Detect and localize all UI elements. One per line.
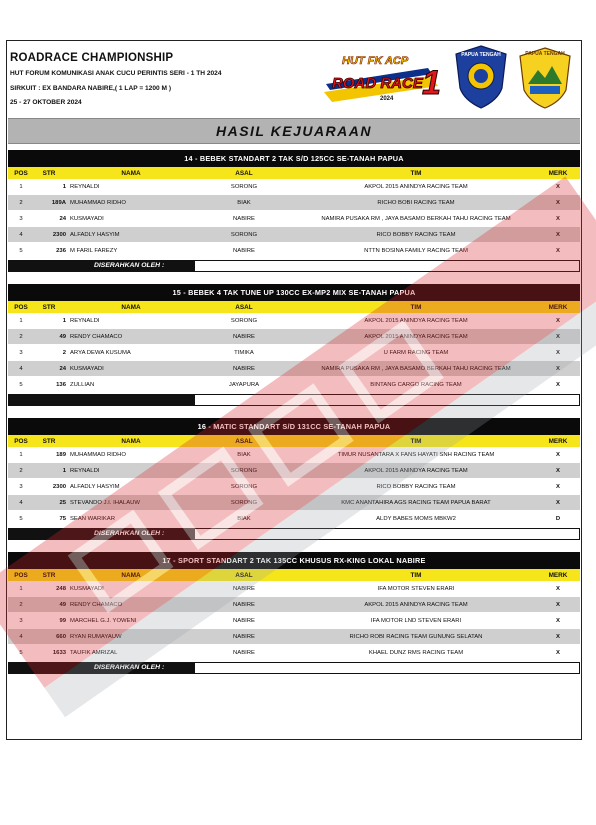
crest1-label: PAPUA TENGAH xyxy=(461,52,501,58)
race-class-section xyxy=(8,418,580,541)
handover-signature-box xyxy=(194,662,580,674)
rider-name: RENDY CHAMACO xyxy=(70,601,123,608)
column-header-row xyxy=(8,167,580,179)
result-row xyxy=(8,581,580,597)
rider-name: REYNALDI xyxy=(70,317,100,324)
origin-cell: NABIRE xyxy=(233,215,255,222)
logo-text-top: HUT FK ACP xyxy=(342,55,409,67)
col-nama: NAMA xyxy=(121,437,141,445)
handover-row xyxy=(8,259,580,273)
rider-name: M FARIL FAREZY xyxy=(70,247,118,254)
event-dates: 25 - 27 OKTOBER 2024 xyxy=(10,99,82,106)
column-header-row xyxy=(8,569,580,581)
team-cell: ALDY BABES MOMS MBKW2 xyxy=(376,515,456,522)
result-row xyxy=(8,195,580,211)
brand-cell: X xyxy=(556,199,560,206)
str-cell: 136 xyxy=(56,381,66,388)
pos-cell: 4 xyxy=(19,231,23,238)
team-cell: RICO BOBBY RACING TEAM xyxy=(376,231,456,238)
str-cell: 75 xyxy=(59,515,66,522)
brand-cell: X xyxy=(556,183,560,190)
results-banner: HASIL KEJUARAAN xyxy=(8,118,580,144)
pos-cell: 5 xyxy=(19,381,23,388)
rider-name: ZULLIAN xyxy=(70,381,95,388)
origin-cell: SORONG xyxy=(230,231,258,238)
str-cell: 189 xyxy=(56,451,66,458)
origin-cell: JAYAPURA xyxy=(228,381,260,388)
team-cell: AKPOL 2015 ANINDYA RACING TEAM xyxy=(364,183,468,190)
team-cell: AKPOL 2015 ANINDYA RACING TEAM xyxy=(364,601,468,608)
race-class-section xyxy=(8,284,580,407)
col-tim: TIM xyxy=(410,571,422,579)
team-cell: BINTANG CARGO RACING TEAM xyxy=(370,381,462,388)
brand-cell: D xyxy=(555,515,561,522)
team-cell: AKPOL 2015 ANINDYA RACING TEAM xyxy=(364,333,468,340)
team-cell: AKPOL 2015 ANINDYA RACING TEAM xyxy=(364,317,468,324)
class-title: 15 - BEBEK 4 TAK TUNE UP 130CC EX-MP2 MIX SE-TANAH PAPUA xyxy=(8,284,580,301)
result-row xyxy=(8,361,580,377)
str-cell: 49 xyxy=(59,333,66,340)
col-pos: POS xyxy=(14,437,28,445)
result-row xyxy=(8,495,580,511)
pos-cell: 5 xyxy=(19,649,23,656)
col-pos: POS xyxy=(14,169,28,177)
origin-cell: NABIRE xyxy=(233,333,255,340)
pos-cell: 5 xyxy=(19,247,23,254)
brand-cell: X xyxy=(556,499,560,506)
pos-cell: 1 xyxy=(19,585,23,592)
origin-cell: SORONG xyxy=(230,483,258,490)
brand-cell: X xyxy=(556,451,560,458)
rider-name: ALFADLY HASYIM xyxy=(70,231,120,238)
results-sheet xyxy=(6,40,582,780)
str-cell: 236 xyxy=(56,247,66,254)
origin-cell: NABIRE xyxy=(233,649,255,656)
papua-tengah-police-crest xyxy=(452,44,510,110)
handover-row xyxy=(8,393,580,407)
pos-cell: 2 xyxy=(19,601,23,608)
origin-cell: SORONG xyxy=(230,317,258,324)
origin-cell: BIAK xyxy=(237,451,251,458)
result-row xyxy=(8,329,580,345)
col-tim: TIM xyxy=(410,303,422,311)
pos-cell: 2 xyxy=(19,467,23,474)
team-cell: RICO BOBBY RACING TEAM xyxy=(376,483,456,490)
rider-name: RYAN RUMAYAUW xyxy=(70,633,122,640)
result-row xyxy=(8,479,580,495)
class-title: 16 - MATIC STANDART S/D 131CC SE-TANAH PAPUA xyxy=(8,418,580,435)
pos-cell: 3 xyxy=(19,215,23,222)
header xyxy=(6,40,582,118)
rider-name: RENDY CHAMACO xyxy=(70,333,123,340)
str-cell: 2300 xyxy=(52,231,66,238)
rider-name: MUHAMMAD RIDHO xyxy=(70,199,126,206)
col-str: STR xyxy=(42,303,56,311)
team-cell: IFA MOTOR LND STEVEN ERARI xyxy=(370,617,462,624)
str-cell: 1 xyxy=(62,467,66,474)
rider-name: ARYA DEWA KUSUMA xyxy=(70,349,131,356)
col-merk: MERK xyxy=(548,437,568,445)
team-cell: NAMIRA PUSAKA RM , JAYA BASAMO BERKAH TAHU RACING TEAM xyxy=(321,365,511,372)
result-row xyxy=(8,511,580,527)
origin-cell: NABIRE xyxy=(233,617,255,624)
result-row xyxy=(8,313,580,329)
team-cell: KMC ANANTAHIRA AGS RACING TEAM PAPUA BARAT xyxy=(341,499,491,506)
result-row xyxy=(8,629,580,645)
pos-cell: 4 xyxy=(19,633,23,640)
str-cell: 1633 xyxy=(52,649,66,656)
rider-name: REYNALDI xyxy=(70,183,100,190)
team-cell: AKPOL 2015 ANINDYA RACING TEAM xyxy=(364,467,468,474)
team-cell: KHAEL DUNZ RMS RACING TEAM xyxy=(368,649,464,656)
brand-cell: X xyxy=(556,467,560,474)
crest2-label: PAPUA TENGAH xyxy=(525,51,565,57)
result-row xyxy=(8,597,580,613)
brand-cell: X xyxy=(556,365,560,372)
col-nama: NAMA xyxy=(121,571,141,579)
handover-label-block xyxy=(8,394,194,406)
str-cell: 2 xyxy=(62,349,66,356)
handover-row xyxy=(8,661,580,675)
str-cell: 25 xyxy=(59,499,66,506)
pos-cell: 1 xyxy=(19,183,23,190)
rider-name: MUHAMMAD RIDHO xyxy=(70,451,126,458)
brand-cell: X xyxy=(556,617,560,624)
result-row xyxy=(8,243,580,259)
rider-name: REYNALDI xyxy=(70,467,100,474)
origin-cell: BIAK xyxy=(237,515,251,522)
origin-cell: NABIRE xyxy=(233,247,255,254)
str-cell: 1 xyxy=(62,183,66,190)
brand-cell: X xyxy=(556,215,560,222)
class-title: 17 - SPORT STANDART 2 TAK 135CC KHUSUS RX-KING LOKAL NABIRE xyxy=(8,552,580,569)
result-row xyxy=(8,613,580,629)
column-header-row xyxy=(8,435,580,447)
origin-cell: NABIRE xyxy=(233,585,255,592)
result-row xyxy=(8,179,580,195)
brand-cell: X xyxy=(556,381,560,388)
result-row xyxy=(8,463,580,479)
result-row xyxy=(8,447,580,463)
handover-signature-box xyxy=(194,260,580,272)
str-cell: 2300 xyxy=(52,483,66,490)
origin-cell: NABIRE xyxy=(233,601,255,608)
brand-cell: X xyxy=(556,349,560,356)
rider-name: KUSMAYADI xyxy=(70,365,104,372)
col-tim: TIM xyxy=(410,437,422,445)
handover-signature-box xyxy=(194,394,580,406)
team-cell: RICHO ROBI RACING TEAM GUNUNG SELATAN xyxy=(349,633,483,640)
rider-name: STEVANDO J.I. IHALAUW xyxy=(70,499,140,506)
race-class-section xyxy=(8,150,580,273)
result-row xyxy=(8,645,580,661)
str-cell: 189A xyxy=(51,199,66,206)
result-row xyxy=(8,345,580,361)
col-str: STR xyxy=(42,437,56,445)
pos-cell: 3 xyxy=(19,349,23,356)
pos-cell: 2 xyxy=(19,333,23,340)
result-row xyxy=(8,227,580,243)
col-asal: ASAL xyxy=(235,169,253,177)
str-cell: 248 xyxy=(56,585,66,592)
brand-cell: X xyxy=(556,247,560,254)
handover-label: DISERAHKAN OLEH : xyxy=(8,260,194,272)
pos-cell: 1 xyxy=(19,317,23,324)
class-title: 14 - BEBEK STANDART 2 TAK S/D 125CC SE-TANAH PAPUA xyxy=(8,150,580,167)
col-str: STR xyxy=(42,169,56,177)
papua-tengah-province-crest xyxy=(516,44,574,110)
col-asal: ASAL xyxy=(235,437,253,445)
column-header-row xyxy=(8,301,580,313)
handover-label: DISERAHKAN OLEH : xyxy=(8,662,194,674)
origin-cell: SORONG xyxy=(230,183,258,190)
col-merk: MERK xyxy=(548,571,568,579)
col-tim: TIM xyxy=(410,169,422,177)
event-subtitle: HUT FORUM KOMUNIKASI ANAK CUCU PERINTIS SERI - 1 TH 2024 xyxy=(10,70,222,77)
pos-cell: 5 xyxy=(19,515,23,522)
rider-name: SEAN WARIKAR xyxy=(70,515,115,522)
str-cell: 49 xyxy=(59,601,66,608)
brand-cell: X xyxy=(556,231,560,238)
circuit-info: SIRKUIT : EX BANDARA NABIRE,( 1 LAP = 1200 M ) xyxy=(10,85,172,92)
road-race-event-logo xyxy=(318,46,448,106)
str-cell: 24 xyxy=(59,365,66,372)
team-cell: NAMIRA PUSAKA RM , JAYA BASAMO BERKAH TAHU RACING TEAM xyxy=(321,215,511,222)
col-asal: ASAL xyxy=(235,571,253,579)
col-merk: MERK xyxy=(548,303,568,311)
rider-name: TAUFIK AMRIZAL xyxy=(70,649,118,656)
rider-name: KUSMAYADI xyxy=(70,585,104,592)
origin-cell: NABIRE xyxy=(233,365,255,372)
pos-cell: 4 xyxy=(19,365,23,372)
result-row xyxy=(8,377,580,393)
rider-name: MARCHEL G.J. YOWENI xyxy=(70,617,137,624)
logo-number: 1 xyxy=(422,64,441,102)
col-nama: NAMA xyxy=(121,169,141,177)
col-pos: POS xyxy=(14,303,28,311)
brand-cell: X xyxy=(556,483,560,490)
str-cell: 660 xyxy=(56,633,66,640)
col-str: STR xyxy=(42,571,56,579)
col-nama: NAMA xyxy=(121,303,141,311)
pos-cell: 4 xyxy=(19,499,23,506)
team-cell: U FARM RACING TEAM xyxy=(383,349,449,356)
brand-cell: X xyxy=(556,601,560,608)
team-cell: RICHO BOBI RACING TEAM xyxy=(377,199,455,206)
pos-cell: 1 xyxy=(19,451,23,458)
brand-cell: X xyxy=(556,333,560,340)
handover-signature-box xyxy=(194,528,580,540)
rider-name: ALFADLY HASYIM xyxy=(70,483,120,490)
brand-cell: X xyxy=(556,585,560,592)
str-cell: 24 xyxy=(59,215,66,222)
pos-cell: 3 xyxy=(19,483,23,490)
logo-year: 2024 xyxy=(380,96,394,102)
team-cell: IFA MOTOR STEVEN ERARI xyxy=(377,585,455,592)
brand-cell: X xyxy=(556,317,560,324)
pos-cell: 2 xyxy=(19,199,23,206)
logo-text-main: ROAD RACE xyxy=(332,75,423,92)
str-cell: 99 xyxy=(59,617,66,624)
brand-cell: X xyxy=(556,649,560,656)
brand-cell: X xyxy=(556,633,560,640)
race-class-section xyxy=(8,552,580,675)
str-cell: 1 xyxy=(62,317,66,324)
rider-name: KUSMAYADI xyxy=(70,215,104,222)
handover-label: DISERAHKAN OLEH : xyxy=(8,528,194,540)
handover-row xyxy=(8,527,580,541)
pos-cell: 3 xyxy=(19,617,23,624)
col-merk: MERK xyxy=(548,169,568,177)
origin-cell: SORONG xyxy=(230,499,258,506)
col-asal: ASAL xyxy=(235,303,253,311)
origin-cell: SORONG xyxy=(230,467,258,474)
col-pos: POS xyxy=(14,571,28,579)
result-row xyxy=(8,211,580,227)
team-cell: NTTN BOSINA FAMILY RACING TEAM xyxy=(364,247,468,254)
origin-cell: BIAK xyxy=(237,199,251,206)
origin-cell: TIMIKA xyxy=(234,349,254,356)
team-cell: TIMUR NUSANTARA X FANS HAYATI SNH RACING TEAM xyxy=(337,451,495,458)
championship-title: ROADRACE CHAMPIONSHIP xyxy=(10,52,174,64)
origin-cell: NABIRE xyxy=(233,633,255,640)
